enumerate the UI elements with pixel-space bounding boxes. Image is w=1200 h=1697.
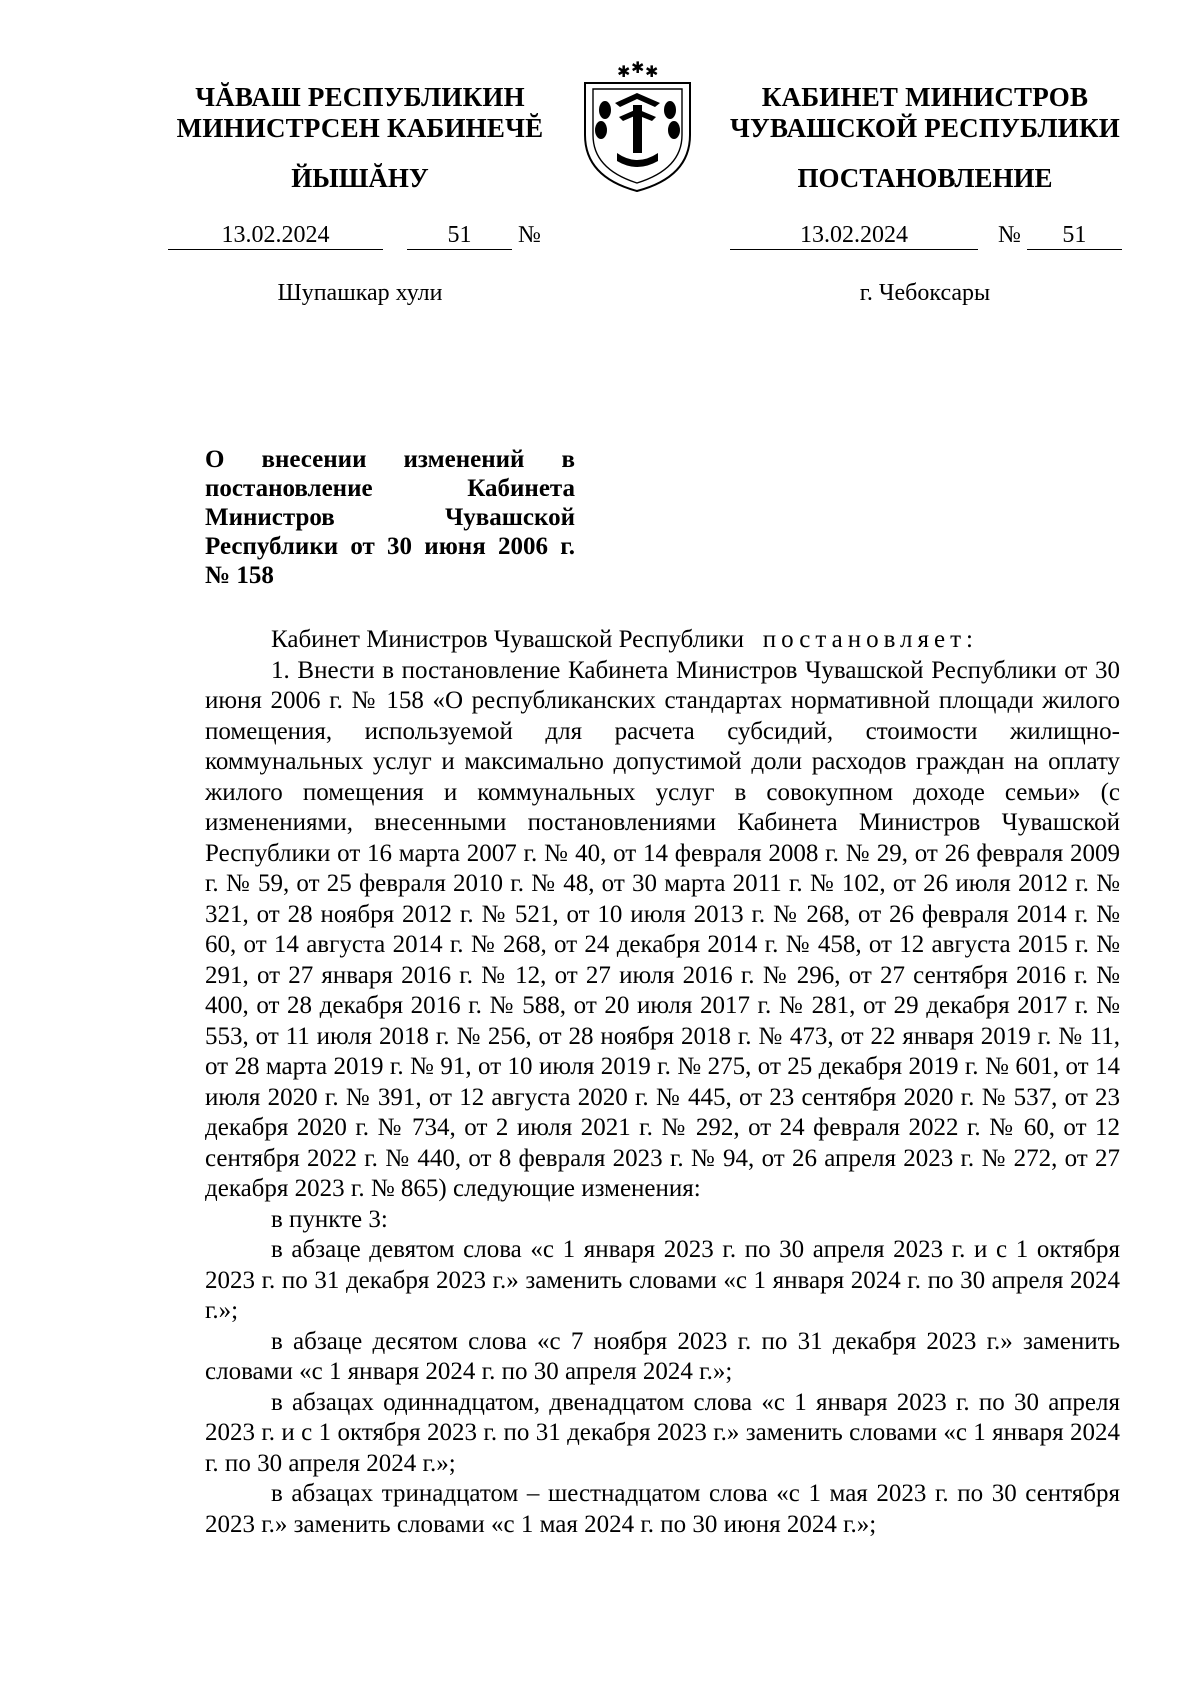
right-number: 51 — [1027, 221, 1122, 250]
header-left-line2: МИНИСТРСЕН КАБИНЕЧĔ — [176, 113, 544, 143]
svg-text:✱: ✱ — [617, 62, 631, 81]
body-paragraph: в абзацах одиннадцатом, двенадцатом слова «с 1 января 2023 г. по 30 апреля 2023 г. и с 1 октября 2023 г. по 31 декабря 2023 г.» заменить словами «с 1 января 2024 г. по 30 апреля 2024 г.»; — [205, 1388, 1120, 1477]
doc-type-russian: ПОСТАНОВЛЕНИЕ — [797, 163, 1053, 193]
doc-type-chuvash: ЙЫШĂНУ — [291, 163, 429, 193]
left-number: 51 — [407, 221, 512, 250]
city-russian: г. Чебоксары — [859, 280, 991, 306]
document-subject: О внесении изменений в постановление Кабинета Министров Чувашской Республики от 30 июня 2006 г. № 158 — [205, 446, 575, 589]
header-left-authority — [170, 82, 550, 144]
body-paragraph: в пункте 3: — [271, 1205, 388, 1233]
header-right-line2: ЧУВАШСКОЙ РЕСПУБЛИКИ — [730, 113, 1120, 143]
header-left-line1: ЧĂВАШ РЕСПУБЛИКИН — [195, 82, 525, 112]
right-number-sign: № — [998, 222, 1021, 248]
right-date: 13.02.2024 — [730, 221, 978, 250]
body-paragraph: в абзаце десятом слова «с 7 ноября 2023 г. по 31 декабря 2023 г.» заменить словами «с 1 января 2024 г. по 30 апреля 2024 г.»; — [205, 1327, 1120, 1385]
svg-text:✱: ✱ — [631, 58, 645, 77]
header-right-authority — [730, 82, 1120, 144]
body-paragraph: в абзаце девятом слова «с 1 января 2023 г. по 30 апреля 2023 г. и с 1 октября 2023 г. по 31 декабря 2023 г.» заменить словами «с 1 января 2024 г. по 30 апреля 2024 г.»; — [205, 1236, 1120, 1324]
document-body — [205, 625, 1120, 1540]
coat-of-arms-icon — [565, 55, 710, 195]
lead-text: Кабинет Министров Чувашской Республики — [271, 626, 745, 653]
right-date-number-line — [730, 221, 1122, 253]
left-date: 13.02.2024 — [168, 221, 383, 250]
header-right-line1: КАБИНЕТ МИНИСТРОВ — [761, 82, 1089, 112]
left-date-number-line — [168, 221, 541, 253]
city-chuvash: Шупашкар хули — [277, 280, 443, 306]
svg-text:✱: ✱ — [645, 62, 659, 81]
body-paragraph: 1. Внести в постановление Кабинета Министров Чувашской Республики от 30 июня 2006 г. № 158 «О республиканских стандартах нормативной площади жилого помещения, используемой для расчета субсидий, стоимости жилищно-коммунальных услуг и максимально допустимой доли расходов граждан на оплату жилого помещения и коммунальных услуг в совокупном доходе семьи» (с изменениями, внесенными постановлениями Кабинета Министров Чувашской Республики от 16 марта 2007 г. № 40, от 14 февраля 2008 г. № 29, от 26 февраля 2009 г. № 59, от 25 февраля 2010 г. № 48, от 30 марта 2011 г. № 102, от 26 июля 2012 г. № 321, от 28 ноября 2012 г. № 521, от 10 июля 2013 г. № 268, от 26 февраля 2014 г. № 60, от 14 августа 2014 г. № 268, от 24 декабря 2014 г. № 458, от 12 августа 2015 г. № 291, от 27 января 2016 г. № 12, от 27 июля 2016 г. № 296, от 27 сентября 2016 г. № 400, от 28 декабря 2016 г. № 588, от 20 июля 2017 г. № 281, от 29 декабря 2017 г. № 553, от 11 июля 2018 г. № 256, от 28 ноября 2018 г. № 473, от 22 января 2019 г. № 11, от 28 марта 2019 г. № 91, от 10 июля 2019 г. № 275, от 25 декабря 2019 г. № 601, от 14 июля 2020 г. № 391, от 12 августа 2020 г. № 445, от 23 сентября 2020 г. № 537, от 23 декабря 2020 г. № 734, от 2 июля 2021 г. № 292, от 24 февраля 2022 г. № 60, от 12 сентября 2022 г. № 440, от 8 февраля 2023 г. № 94, от 26 апреля 2023 г. № 272, от 27 декабря 2023 г. № 865) следующие изменения: — [205, 656, 1120, 1202]
left-number-sign: № — [518, 222, 541, 248]
lead-verb: постановляет: — [762, 626, 979, 653]
lead-paragraph — [205, 625, 1120, 656]
body-paragraph: в абзацах тринадцатом – шестнадцатом слова «с 1 мая 2023 г. по 30 сентября 2023 г.» заменить словами «с 1 мая 2024 г. по 30 июня 2024 г.»; — [205, 1480, 1120, 1538]
